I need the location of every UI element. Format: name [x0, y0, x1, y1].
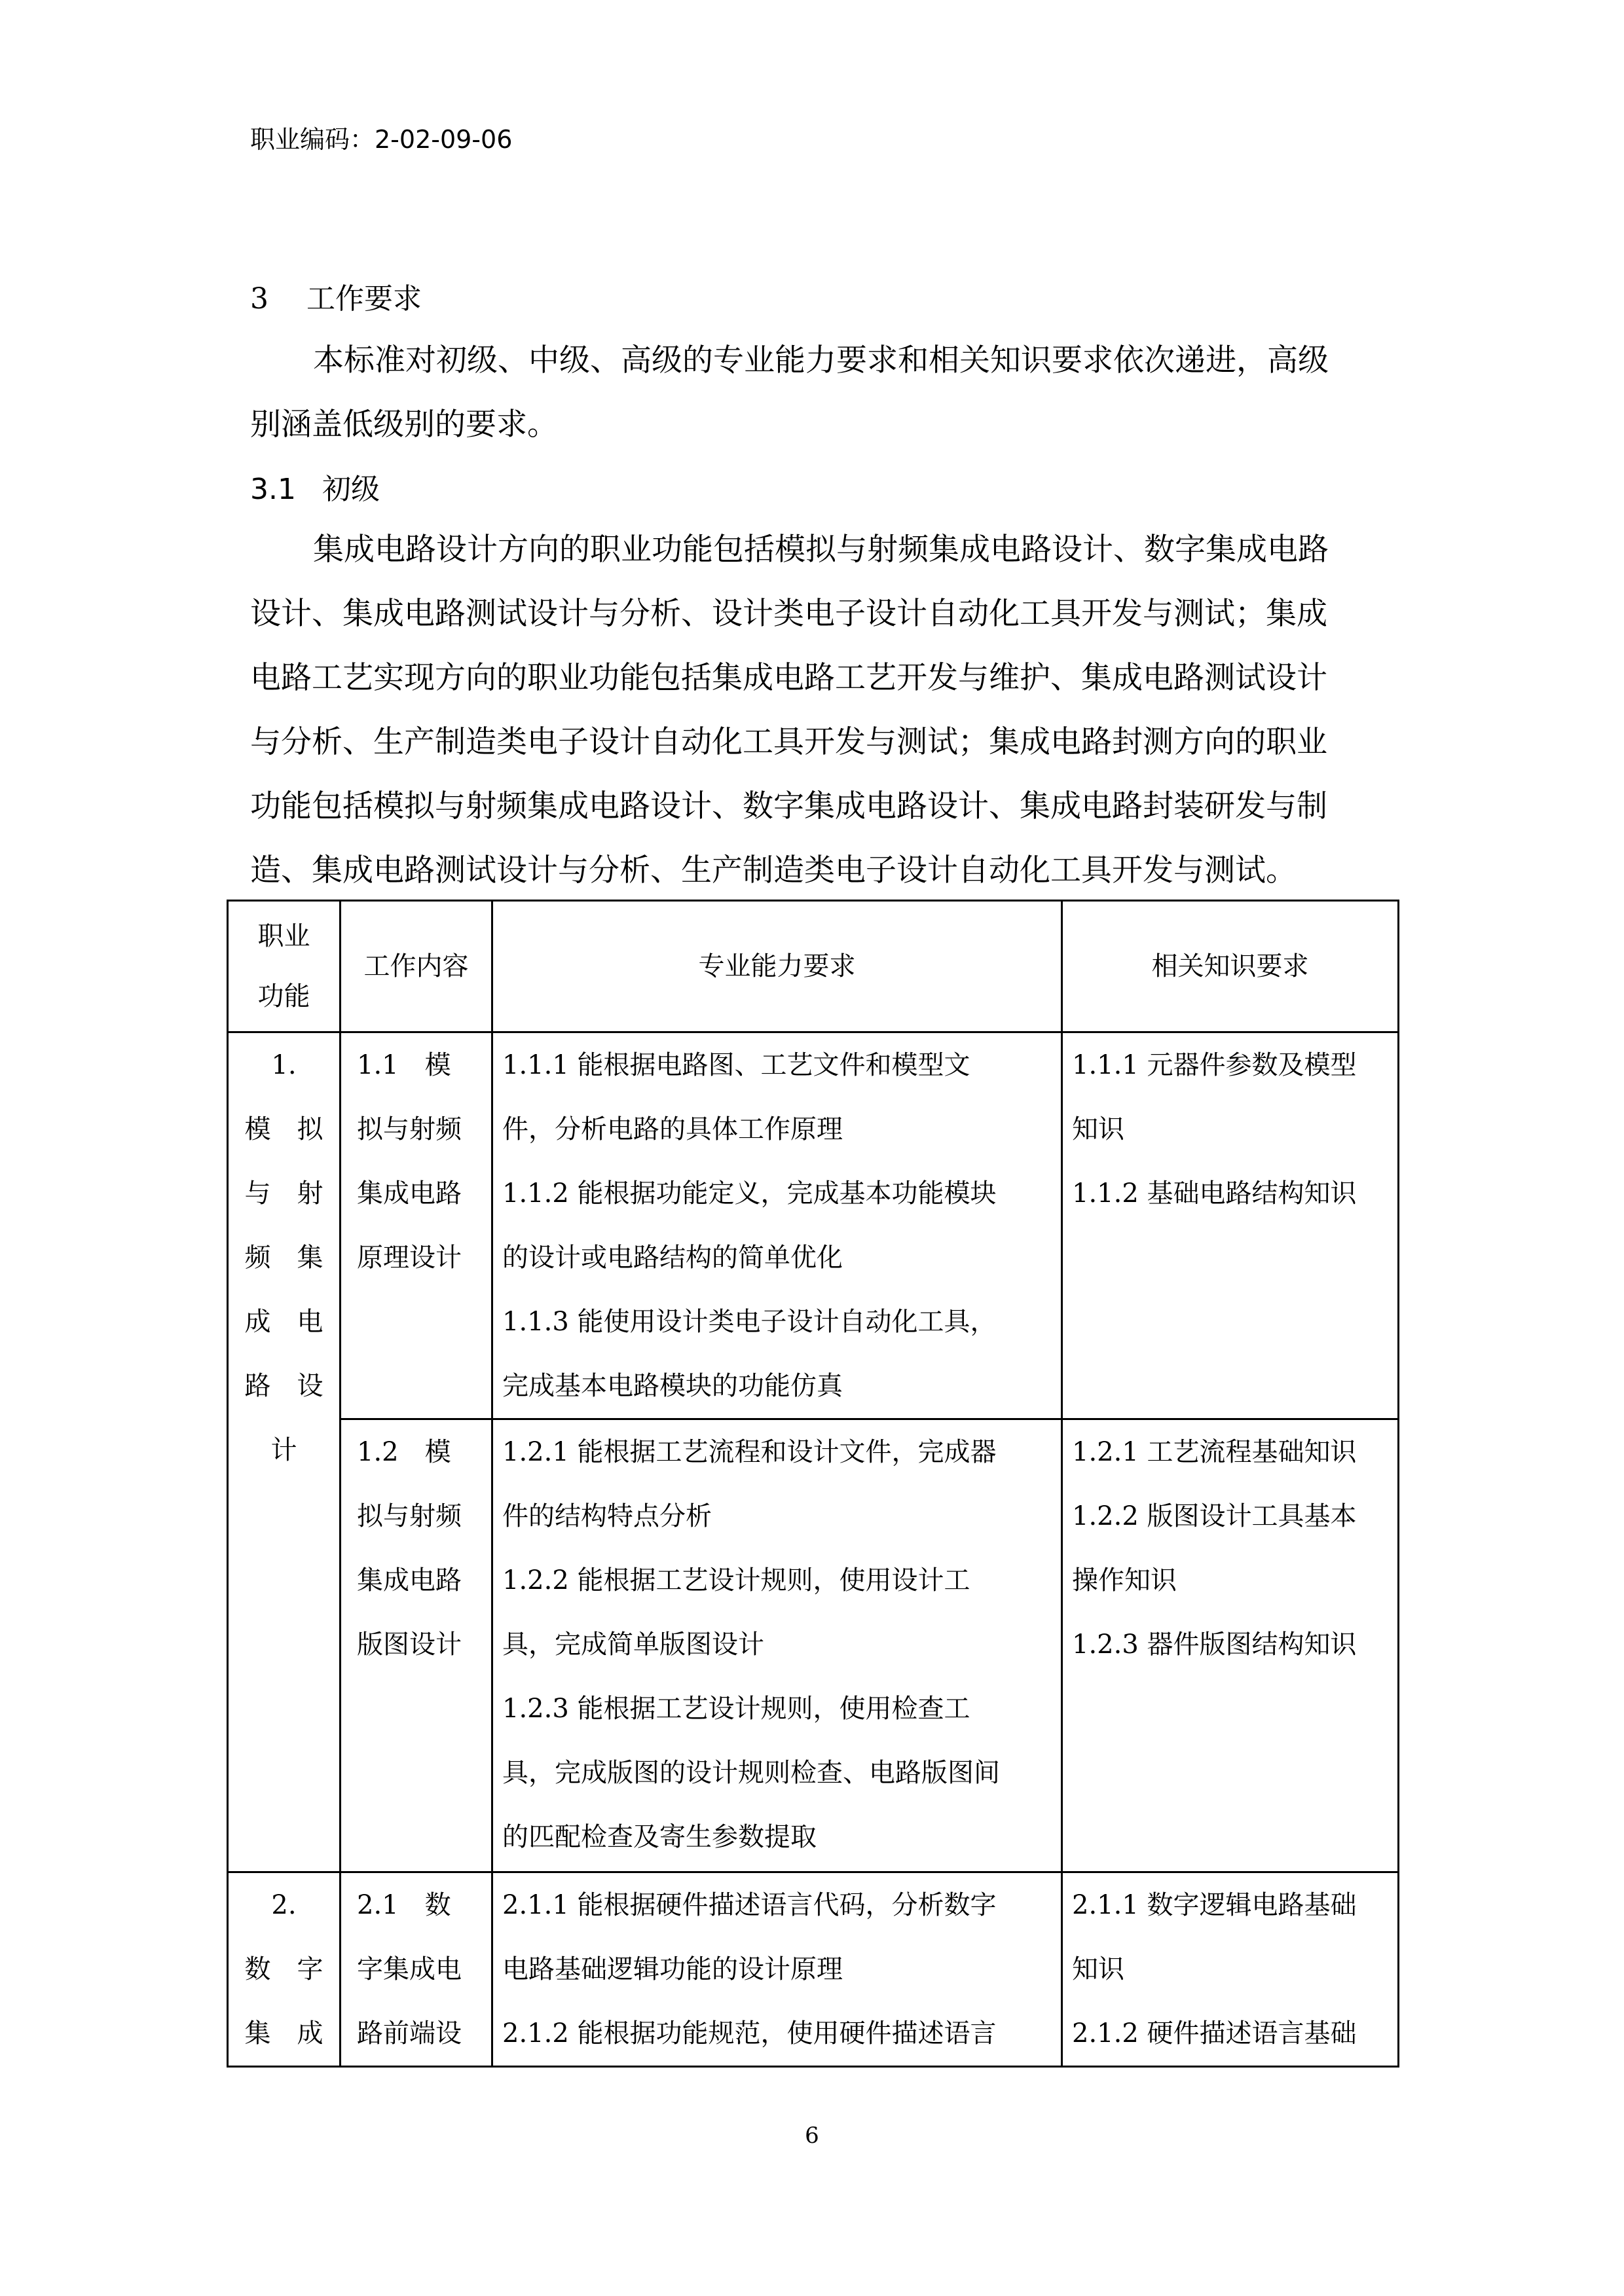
text-line: 别涵盖低级别的要求。: [250, 407, 558, 443]
description-paragraph: [250, 518, 1388, 903]
header-skill: 专业能力要求: [492, 901, 1062, 1032]
header-content: 工作内容: [341, 901, 492, 1032]
text-line: 功能包括模拟与射频集成电路设计、数字集成电路设计、集成电路封装研发与制: [250, 788, 1327, 824]
page-number: 6: [805, 2123, 819, 2149]
table-row: [228, 1032, 1399, 1419]
intro-paragraph: [250, 329, 1388, 457]
text-line: 电路工艺实现方向的职业功能包括集成电路工艺开发与维护、集成电路测试设计: [250, 660, 1327, 696]
occupation-code: 职业编码：2-02-09-06: [250, 125, 513, 154]
requirements-table: [227, 900, 1399, 2068]
section-number: 3: [250, 282, 268, 316]
section-title: 工作要求: [306, 282, 422, 316]
function-cell: 1. 模 拟 与 射 频 集 成 电 路 设 计: [228, 1032, 341, 1872]
text-line: 集成电路设计方向的职业功能包括模拟与射频集成电路设计、数字集成电路: [313, 532, 1329, 568]
subsection-title: 初级: [322, 473, 380, 506]
skill-cell: 1.1.1 能根据电路图、工艺文件和模型文 件，分析电路的具体工作原理 1.1.2 能根据功能定义，完成基本功能模块 的设计或电路结构的简单优化 1.1.3 能使用设计类电子设计自动化工具， 完成基本电路模块的功能仿真: [492, 1032, 1062, 1419]
content-cell: 2.1 数 字集成电 路前端设: [341, 1872, 492, 2067]
knowledge-cell: 1.1.1 元器件参数及模型 知识 1.1.2 基础电路结构知识: [1062, 1032, 1399, 1419]
text-line: 造、集成电路测试设计与分析、生产制造类电子设计自动化工具开发与测试。: [250, 852, 1297, 888]
subsection-heading: [250, 465, 380, 507]
text-line: 本标准对初级、中级、高级的专业能力要求和相关知识要求依次递进，高级: [313, 342, 1329, 378]
content-cell: 1.2 模 拟与射频 集成电路 版图设计: [341, 1419, 492, 1872]
table-row: [228, 1419, 1399, 1872]
skill-cell: 2.1.1 能根据硬件描述语言代码，分析数字 电路基础逻辑功能的设计原理 2.1.2 能根据功能规范，使用硬件描述语言: [492, 1872, 1062, 2067]
table-header-row: [228, 901, 1399, 1032]
function-cell: 2. 数 字 集 成: [228, 1872, 341, 2067]
subsection-number: 3.1: [250, 473, 296, 506]
section-heading: [250, 275, 422, 317]
knowledge-cell: 1.2.1 工艺流程基础知识 1.2.2 版图设计工具基本 操作知识 1.2.3 器件版图结构知识: [1062, 1419, 1399, 1872]
text-line: 设计、集成电路测试设计与分析、设计类电子设计自动化工具开发与测试；集成: [250, 596, 1327, 632]
table-row: [228, 1872, 1399, 2067]
skill-cell: 1.2.1 能根据工艺流程和设计文件，完成器 件的结构特点分析 1.2.2 能根据工艺设计规则，使用设计工 具，完成简单版图设计 1.2.3 能根据工艺设计规则，使用检查工 具，完成版图的设计规则检查、电路版图间 的匹配检查及寄生参数提取: [492, 1419, 1062, 1872]
text-line: 与分析、生产制造类电子设计自动化工具开发与测试；集成电路封测方向的职业: [250, 724, 1327, 760]
header-knowledge: 相关知识要求: [1062, 901, 1399, 1032]
header-function: 职业 功能: [228, 901, 341, 1032]
content-cell: 1.1 模 拟与射频 集成电路 原理设计: [341, 1032, 492, 1419]
knowledge-cell: 2.1.1 数字逻辑电路基础 知识 2.1.2 硬件描述语言基础: [1062, 1872, 1399, 2067]
